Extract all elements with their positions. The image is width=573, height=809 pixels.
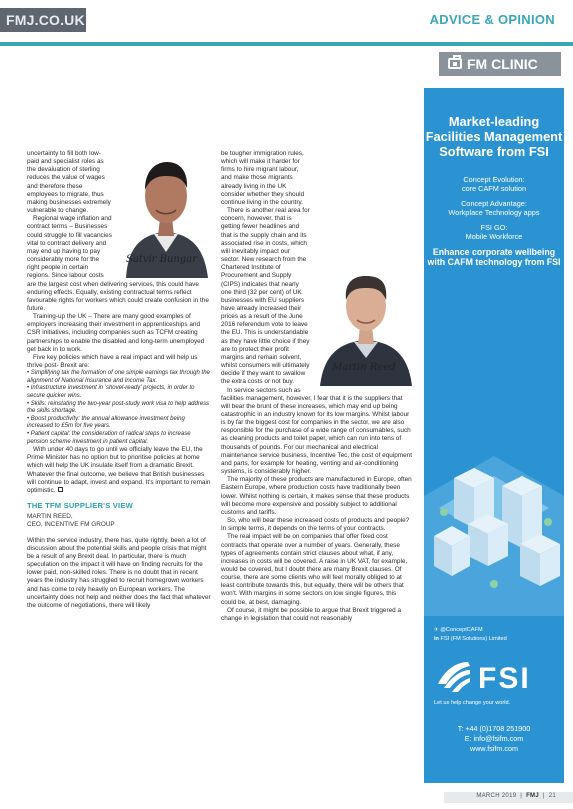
section-label: ADVICE & OPINION — [429, 12, 555, 27]
paragraph-text: So, who will bear these increased costs of products and people? In simple terms, it depends on the terms of your contracts. — [221, 517, 410, 533]
advert-contact — [424, 724, 564, 753]
advert-slogan: Let us help change your world. — [434, 700, 511, 706]
isometric-city-illustration — [424, 416, 564, 616]
paragraph-text: be tougher immigration rules, which will make it harder for firms to hire migrant labour, and make those migrants already living in the UK consider whether they should continue living in the country. — [221, 150, 305, 206]
advert-headline: Market-leading Facilities Management Software from FSI — [425, 114, 563, 159]
article-paragraph — [27, 401, 212, 416]
article-paragraph — [221, 607, 412, 623]
paragraph-text: • Skills: reinstating the two-year post-study work visa to help address the skills shortage. — [27, 400, 210, 415]
advert-product-desc: Mobile Workforce — [465, 232, 523, 241]
advert-social — [434, 626, 507, 644]
left-column-continued — [27, 537, 212, 610]
twitter-handle: @ConceptCAFM — [440, 627, 483, 633]
site-badge: FMJ.CO.UK — [0, 8, 86, 32]
linkedin-name: FSI (FM Solutions) Limited — [440, 636, 507, 642]
article-paragraph — [27, 354, 212, 370]
advert-product — [424, 175, 564, 193]
advert-product-name: FSI GO: — [480, 223, 508, 232]
paragraph-text: Of course, it might be possible to argue that Brexit triggered a change in legislation that could not reasonably — [221, 606, 402, 622]
paragraph-text: • Boost productivity: the annual allowance investment being increased to £5m for five years. — [27, 415, 185, 430]
footer-mag: FMJ — [526, 793, 539, 799]
author-role: CEO, INCENTIVE FM GROUP — [27, 521, 115, 529]
twitter-icon: ✈ — [434, 627, 441, 633]
advert-product-name: Concept Advantage: — [461, 199, 527, 208]
portrait-martin-reed — [314, 256, 418, 386]
paragraph-text: In service sectors such as facilities management, however, I fear that it is the suppliers that will bear the brunt of these increases, which may end up being catastrophic in an industry known for its low margins. Whilst labour is by far the biggest cost for companies in the sector, we are also responsible for the purchase of a wide range of consumables, such as cleaning products and toilet paper, which can run into tens of thousands of pounds. For our mechanical and electrical maintenance service business, Incentive Tec, the cost of equipment and parts, for example for heating, venting and air-conditioning systems, is considerably higher. — [221, 386, 412, 476]
paragraph-text: Regional wage inflation and contract terms – Businesses could struggle to fill vacancies vital to contract delivery and may end up having to pay considerably more for the right people in certain regions. Since labour costs are the largest cost when delivering services, this could have enduring effects. Equally, existing contractual terms reflect favourable rights for workers which could create confusion in the future. — [27, 215, 209, 312]
paragraph-text: The majority of these products are manufactured in Europe, often Eastern Europe, where production costs have traditionally been lower. Whilst nothing is certain, it makes sense that these products will become more expensive and possibly subject to additional customs and tariffs. — [221, 476, 412, 516]
advert-tagline: Enhance corporate wellbeing with CAFM technology from FSI — [427, 247, 561, 268]
linkedin-link[interactable] — [434, 635, 507, 644]
header-rule — [0, 42, 573, 46]
fm-clinic-label: FM CLINIC — [467, 56, 538, 72]
fsi-logo — [434, 656, 554, 696]
page-number: 21 — [548, 793, 556, 799]
fsi-advert[interactable] — [424, 88, 564, 783]
article-paragraph — [221, 517, 412, 533]
paragraph-text: Five key policies which have a real impact and will help us thrive post- Brexit are: — [27, 353, 198, 370]
paragraph-text: • Infrastructure investment in 'shovel-ready' projects, in order to secure quicker wins. — [27, 385, 195, 399]
advert-website[interactable]: www.fsifm.com — [470, 743, 518, 753]
article-paragraph — [27, 385, 212, 400]
portrait-satvir-bungar — [116, 148, 216, 278]
right-column-text — [221, 150, 412, 623]
advert-product-name: Concept Evolution: — [463, 175, 525, 184]
twitter-link[interactable] — [434, 626, 507, 635]
author-name: MARTIN REED, — [27, 513, 73, 521]
article-paragraph — [27, 370, 212, 385]
author-block — [27, 513, 212, 529]
signature-martin-reed: Martin Reed — [332, 362, 396, 373]
article-paragraph — [221, 476, 412, 517]
article-paragraph — [221, 150, 412, 207]
article-paragraph — [27, 313, 212, 354]
advert-product-desc: Workplace Technology apps — [448, 208, 540, 217]
advert-product — [424, 199, 564, 217]
paragraph-text: Training-up the UK – There are many good examples of employers increasing their investment in apprenticeships and CSR initiatives, including companies such as TCFM creating partnerships to enable the disabled and long-term unemployed get back in to work. — [27, 313, 205, 353]
linkedin-icon: in — [434, 636, 441, 642]
paragraph-text: uncertainty to fill both low-paid and specialist roles as the devaluation of sterling reduces the value of wages and therefore these employees to migrate, thus making businesses extremely vulnerable to change. — [27, 150, 111, 215]
advert-phone[interactable]: T: +44 (0)1708 251900 — [457, 724, 531, 733]
page-footer: MARCH 2019 | FMJ | 21 — [476, 793, 556, 799]
end-mark-icon — [58, 487, 63, 492]
article-paragraph — [27, 416, 212, 431]
article-column-left — [27, 150, 212, 610]
briefcase-icon — [448, 58, 462, 69]
paragraph-text: The real impact will be on companies that offer fixed cost contracts that operate over a number of years. Generally, these types of agreements contain strict clauses about what, if any, increases in costs will be covered. A raise in UK VAT, for example, would be covered, but I doubt there are many Brexit clauses. Of course, there are some clients who will feel morally obliged to at least contribute towards this, but equally, there will be others that won't. With margins in some sectors on low single figures, this could be, at best, damaging. — [221, 533, 408, 606]
paragraph-text: • Simplifying tax the formation of one simple earnings tax through the alignment of National Insurance and Income Tax. — [27, 370, 210, 384]
article-paragraph — [221, 533, 412, 606]
advert-product — [424, 223, 564, 241]
paragraph-text: With under 40 days to go until we officially leave the EU, the Prime Minister has no option but to prioritise policies at home which will help the UK insulate itself from a dramatic Brexit. Whatever the final outcome, we believe that British businesses will continue to adapt, invest and expand. It's important to remain optimistic. — [27, 446, 211, 494]
article-paragraph: Within the service industry, there has, quite rightly, been a lot of discussion about the potential skills and people crisis that might be a result of any Brexit deal. In particular, there is much speculation on the impact it will have on finding recruits for the lower paid, non-skilled roles. There is no doubt that in recent years the industry has struggled to recruit homegrown workers and has come to rely heavily on European workers. The uncertainty does not help and neither does the fact that whatever the outcome of negotiations, there will likely — [27, 536, 211, 609]
signature-satvir-bungar: Satvir Bungar — [126, 254, 198, 265]
paragraph-text: • Patient capital: the consideration of radical steps to increase pension scheme investment in patient capital. — [27, 430, 191, 445]
article-column-right — [221, 150, 412, 623]
article-paragraph — [27, 431, 212, 446]
article-paragraph — [27, 446, 212, 495]
article-paragraph — [221, 387, 412, 477]
advert-product-list — [424, 175, 564, 241]
paragraph-text: There is another real area for concern, however, that is getting fewer headlines and that is the supply chain and its associated rise in costs, which will inevitably impact our sector. New research from the Chartered Institute of Procurement and Supply (CIPS) indicates that nearly one third (32 per cent) of UK businesses with EU suppliers have already increased their prices as a result of the June 2016 referendum vote to leave the EU. This is understandable as they have little choice if they are to protect their profit margins and remain solvent, whilst consumers will ultimately decide if they want to swallow the extra costs or not buy. — [221, 207, 310, 386]
advert-email[interactable]: E: info@fsifm.com — [464, 733, 524, 743]
advert-product-desc: core CAFM solution — [461, 184, 527, 193]
fm-clinic-tab — [439, 52, 561, 76]
fsi-logo-text: FSI — [478, 662, 531, 695]
footer-issue: MARCH 2019 — [476, 793, 517, 799]
subhead-supplier-view: THE TFM SUPPLIER'S VIEW — [27, 501, 133, 511]
